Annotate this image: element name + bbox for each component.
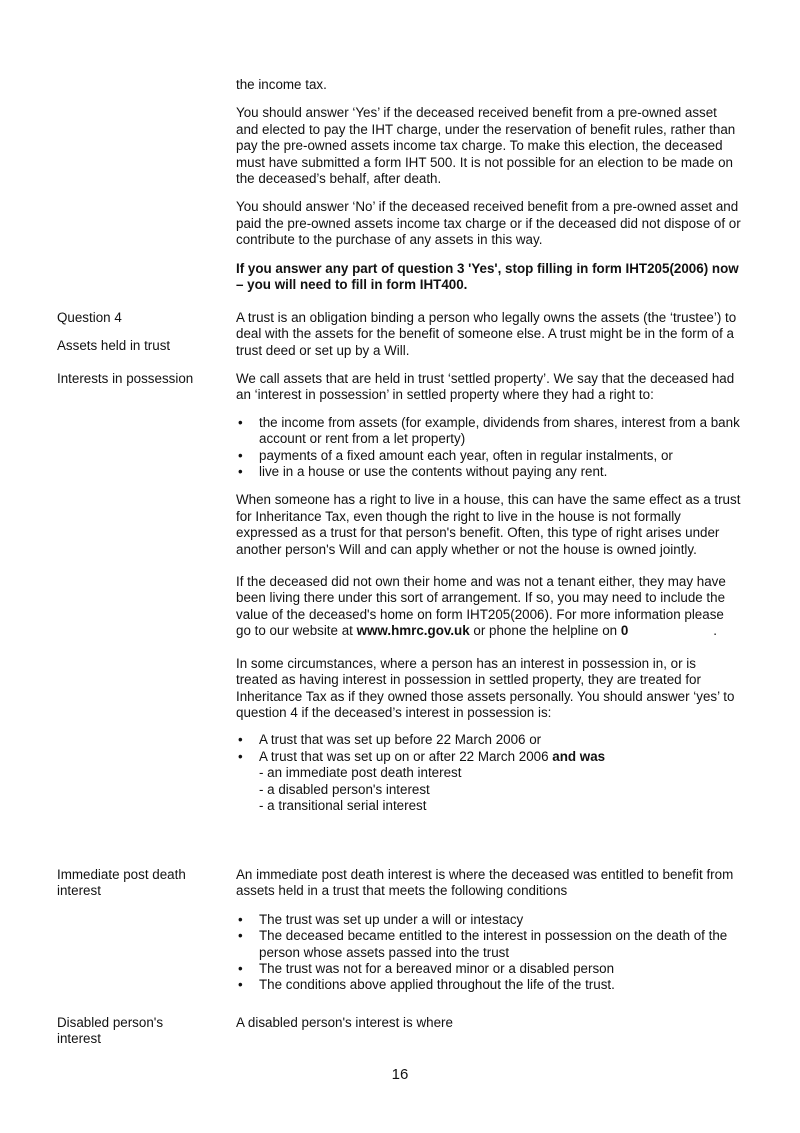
dpi-text: A disabled person's interest is where	[236, 1015, 453, 1030]
ipdi-conditions-list	[236, 912, 741, 994]
iip-sub-list	[236, 765, 741, 814]
iip-trust-list	[236, 732, 741, 765]
list-item: • The trust was not for a bereaved minor or a disabled person	[236, 961, 741, 977]
home-text-end: .	[713, 623, 718, 639]
list-item: • the income from assets (for example, dividends from shares, interest from a bank account or rent from a let property)	[236, 415, 741, 448]
paragraph-answer-yes: You should answer ‘Yes’ if the deceased received benefit from a pre-owned asset and elected to pay the IHT charge, under the reservation of benefit rules, rather than pay the pre-owned assets income tax charge. To make this election, the deceased must have submitted a form IHT 500. It is not possible for an election to be made on the deceased’s behalf, after death.	[236, 105, 736, 187]
list-item	[236, 749, 741, 765]
paragraph-income-tax: the income tax.	[236, 77, 327, 92]
paragraph-stop-warning: If you answer any part of question 3 'Yes', stop filling in form IHT205(2006) now – you will need to fill in form IHT400.	[236, 260, 739, 293]
list-item: • The conditions above applied throughout the life of the trust.	[236, 977, 741, 993]
trust-definition: A trust is an obligation binding a person who legally owns the assets (the ‘trustee’) to deal with the assets for the benefit of someone else. A trust might be in the form of a trust deed or set up by a Will.	[236, 310, 737, 358]
list-item: • payments of a fixed amount each year, often in regular instalments, or	[236, 448, 741, 464]
home-text-a: If the deceased did not own their home and was not a tenant either, they may have been living there under this sort of arrangement. If so, you may need to include the value of the deceased's home on form IHT205(2006). For more information please go to our website at	[236, 574, 726, 639]
list-item: • live in a house or use the contents without paying any rent.	[236, 464, 741, 480]
assets-held-in-trust-label: Assets held in trust	[57, 338, 171, 354]
list-item: • The deceased became entitled to the interest in possession on the death of the person whose assets passed into the trust	[236, 928, 741, 961]
sub-item: - a transitional serial interest	[259, 797, 427, 813]
paragraph-circumstances: In some circumstances, where a person has an interest in possession in, or is treated as having interest in possession in settled property, they are treated for Inheritance Tax as if they owned those assets personally. You should answer ‘yes’ to question 4 if the deceased’s interest in possession is:	[236, 655, 735, 720]
iip-intro: We call assets that are held in trust ‘settled property’. We say that the deceased had an ‘interest in possession’ in settled property where they had a right to:	[236, 371, 735, 403]
website-link[interactable]: www.hmrc.gov.uk	[356, 623, 470, 639]
helpline-number: 0	[620, 623, 629, 639]
paragraph-home-arrangement	[236, 574, 741, 640]
interests-in-possession-label: Interests in possession	[57, 371, 194, 386]
list-item: • The trust was set up under a will or intestacy	[236, 912, 741, 928]
and-was-text: and was	[552, 748, 606, 764]
question-4-label: Question 4	[57, 310, 122, 325]
sub-item: - an immediate post death interest	[259, 765, 462, 781]
iip-rights-list	[236, 415, 741, 481]
paragraph-right-to-live: When someone has a right to live in a house, this can have the same effect as a trust for Inheritance Tax, even though the right to live in the house is not formally expressed as a trust for that person's benefit. Often, this type of right arises under another person's Will and can apply whether or not the house is owned jointly.	[236, 492, 741, 557]
list-item: • A trust that was set up before 22 March 2006 or	[236, 732, 741, 748]
sub-item: - a disabled person's interest	[259, 781, 430, 797]
home-text-b: or phone the helpline on	[469, 623, 621, 639]
paragraph-answer-no: You should answer ‘No’ if the deceased received benefit from a pre-owned asset and paid the pre-owned assets income tax charge or if the deceased did not dispose of or contribute to the purchase of any assets in this way.	[236, 199, 741, 248]
trust-after-2006-text: A trust that was set up on or after 22 March 2006	[259, 748, 553, 764]
page-number: 16	[391, 1066, 409, 1083]
ipdi-intro: An immediate post death interest is where the deceased was entitled to benefit from assets held in a trust that meets the following conditions	[236, 867, 734, 899]
ipdi-label: Immediate post death interest	[57, 867, 186, 899]
dpi-label: Disabled person's interest	[57, 1015, 164, 1047]
